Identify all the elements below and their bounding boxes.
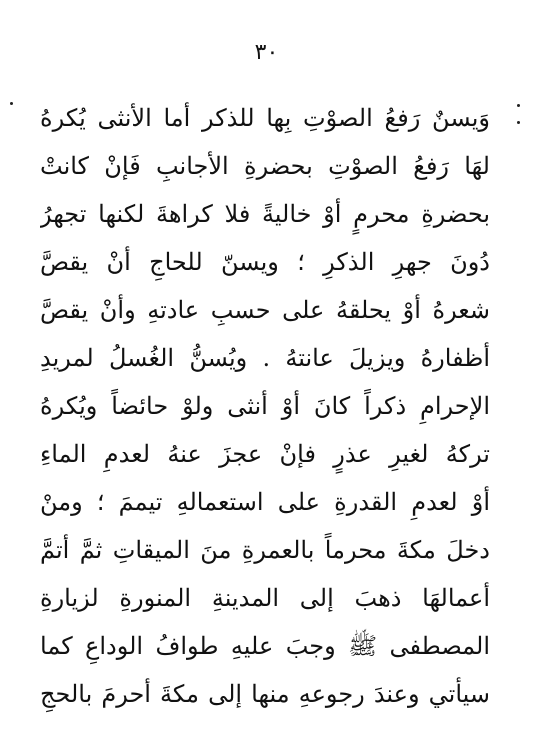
text-line: سيأتي وعندَ رجوعهِ منها إلى مكةَ أحرمَ بالحجِ <box>40 680 490 708</box>
body-text <box>40 94 490 718</box>
margin-dot <box>10 102 13 105</box>
text-line: أظفارهُ ويزيلَ عانتهُ . ويُسنُّ الغُسلُ لمريدِ <box>40 344 490 372</box>
text-line: دُونَ جهرِ الذكرِ ؛ ويسنّ للحاجِ أنْ يقصَّ <box>40 248 490 276</box>
text-line: الإحرامِ ذكراً كانَ أوْ أنثى ولوْ حائضاً ويُكرهُ <box>40 392 490 420</box>
text-line: أعمالهَا ذهبَ إلى المدينةِ المنورةِ لزيارةِ <box>40 584 490 612</box>
margin-dot <box>517 104 520 107</box>
text-line: دخلَ مكةَ محرماً بالعمرةِ منَ الميقاتِ ثمَّ أتمَّ <box>40 536 490 564</box>
text-line: بحضرةِ محرمٍ أوْ خاليةً فلا كراهةَ لكنها تجهرُ <box>40 200 490 228</box>
text-line: تركهُ لغيرِ عذرٍ فإنْ عجزَ عنهُ لعدمِ الماءِ <box>40 440 490 468</box>
text-line: شعرهُ أوْ يحلقهُ على حسبِ عادتهِ وأنْ يقصَّ <box>40 296 490 324</box>
text-line: أوْ لعدمِ القدرةِ على استعمالهِ تيممَ ؛ ومنْ <box>40 488 490 516</box>
text-line: لهَا رَفعُ الصوْتِ بحضرةِ الأجانبِ فَإنْ كانتْ <box>40 152 490 180</box>
text-line: المصطفى ﷺ وجبَ عليهِ طوافُ الوداعِ كما <box>40 632 490 660</box>
margin-dot <box>517 121 520 124</box>
page-number: ٣٠ <box>254 40 279 65</box>
text-line: وَيسنٌ رَفعُ الصوْتِ بِها للذكر أما الأنثى يُكرهُ <box>40 104 490 132</box>
